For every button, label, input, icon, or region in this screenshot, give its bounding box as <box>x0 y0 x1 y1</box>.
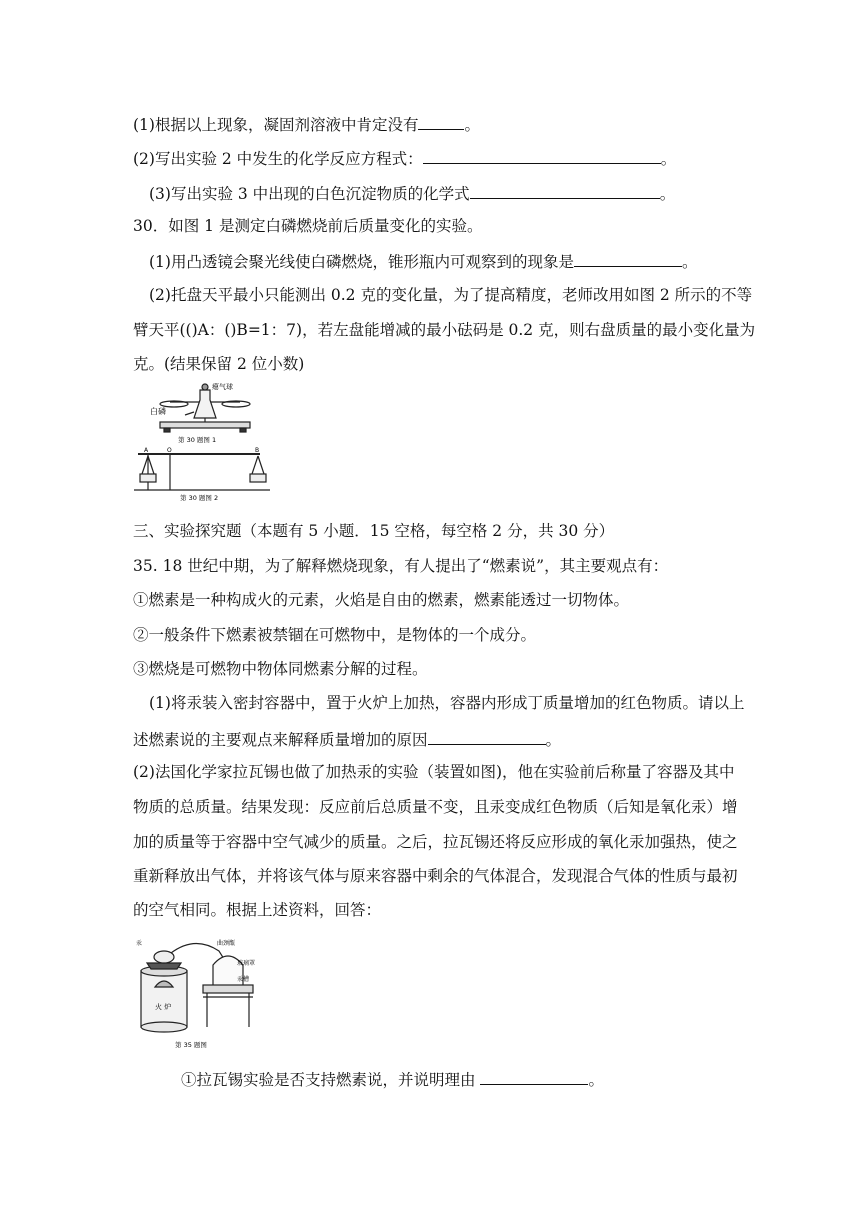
answer-blank[interactable] <box>574 250 682 267</box>
q35-part1-line2: 述燃素说的主要观点来解释质量增加的原因 。 <box>133 728 561 750</box>
mercury-label: 汞 <box>136 940 143 947</box>
furnace-label: 火 炉 <box>155 1003 172 1011</box>
q35-view2: ②一般条件下燃素被禁锢在可燃物中，是物体的一个成分。 <box>133 626 537 644</box>
q30-stem: 30．如图 1 是测定白磷燃烧前后质量变化的实验。 <box>133 217 483 235</box>
q35-part2-line4: 重新释放出气体，并将该气体与原来容器中剩余的气体混合，发现混合气体的性质与最初 <box>133 867 738 885</box>
answer-blank[interactable] <box>470 182 660 199</box>
q30-part2-line3: 克。(结果保留 2 位小数) <box>133 355 305 373</box>
q35-view3: ③燃烧是可燃物中物体同燃素分解的过程。 <box>133 660 428 678</box>
q35-part2-line5: 的空气相同。根据上述资料，回答： <box>133 901 382 919</box>
point-a-label: A <box>144 447 149 454</box>
q29-part3-text: (3)写出实验 3 中出现的白色沉淀物质的化学式 <box>149 185 470 203</box>
balloon-label: 瘪气球 <box>212 383 233 391</box>
balance-diagram <box>130 382 308 502</box>
q35-part2-line2: 物质的总质量。结果发现：反应前后总质量不变，且汞变成红色物质（后知是氧化汞）增 <box>133 798 738 816</box>
answer-blank[interactable] <box>480 1068 588 1085</box>
q29-part1: (1)根据以上现象，凝固剂溶液中肯定没有 。 <box>133 113 480 135</box>
q30-part2-line2: 臂天平(()A：()B=1：7)，若左盘能增减的最小砝码是 0.2 克，则右盘质量的最小变化量为 <box>133 321 756 339</box>
q35-part2-line1: (2)法国化学家拉瓦锡也做了加热汞的实验（装置如图)，他在实验前后称量了容器及其中 <box>133 763 735 781</box>
point-b-label: B <box>255 447 260 454</box>
q29-part2: (2)写出实验 2 中发生的化学反应方程式： 。 <box>133 147 676 169</box>
q35-part1-text: 述燃素说的主要观点来解释质量增加的原因 <box>133 731 428 749</box>
q35-question1: ①拉瓦锡实验是否支持燃素说，并说明理由 。 <box>181 1068 604 1090</box>
section-3-heading: 三、实验探究题（本题有 5 小题．15 空格，每空格 2 分，共 30 分） <box>133 522 615 540</box>
q29-part1-text: (1)根据以上现象，凝固剂溶液中肯定没有 <box>133 116 419 134</box>
q30-figure <box>130 382 308 502</box>
retort-label: 曲颈甑 <box>217 940 236 947</box>
q35-part2-line3: 加的质量等于容器中空气减少的质量。之后，拉瓦锡还将反应形成的氧化汞加强热，使之 <box>133 833 738 851</box>
q29-part3: (3)写出实验 3 中出现的白色沉淀物质的化学式 。 <box>149 182 675 204</box>
answer-blank[interactable] <box>428 728 546 745</box>
figure2-caption: 第 30 题图 2 <box>180 494 219 502</box>
q30-part1-text: (1)用凸透镜会聚光线使白磷燃烧，锥形瓶内可观察到的现象是 <box>149 253 574 271</box>
q30-part1: (1)用凸透镜会聚光线使白磷燃烧，锥形瓶内可观察到的现象是 。 <box>149 250 697 272</box>
q35-view1: ①燃素是一种构成火的元素，火焰是自由的燃素，燃素能透过一切物体。 <box>133 591 630 609</box>
q35-stem: 35. 18 世纪中期，为了解释燃烧现象，有人提出了“燃素说”，其主要观点有： <box>133 557 669 575</box>
answer-blank[interactable] <box>418 113 464 130</box>
q29-part2-text: (2)写出实验 2 中发生的化学反应方程式： <box>133 150 423 168</box>
answer-blank[interactable] <box>423 147 661 164</box>
bell-jar-label: 玻璃罩 <box>237 960 256 967</box>
trough-label: 汞槽 <box>237 976 250 983</box>
point-o-label: O <box>167 447 172 454</box>
lavoisier-apparatus-diagram <box>133 937 263 1052</box>
q35-part1-line1: (1)将汞装入密封容器中，置于火炉上加热，容器内形成丁质量增加的红色物质。请以上 <box>149 694 745 712</box>
q35-question1-text: ①拉瓦锡实验是否支持燃素说，并说明理由 <box>181 1071 481 1089</box>
q30-part2-line1: (2)托盘天平最小只能测出 0.2 克的变化量，为了提高精度，老师改用如图 2 所示的不等 <box>149 286 753 304</box>
figure35-caption: 第 35 题图 <box>175 1041 207 1049</box>
figure1-caption: 第 30 题图 1 <box>178 436 217 444</box>
phosphorus-label: 白磷 <box>150 407 166 416</box>
q35-figure <box>133 937 263 1052</box>
